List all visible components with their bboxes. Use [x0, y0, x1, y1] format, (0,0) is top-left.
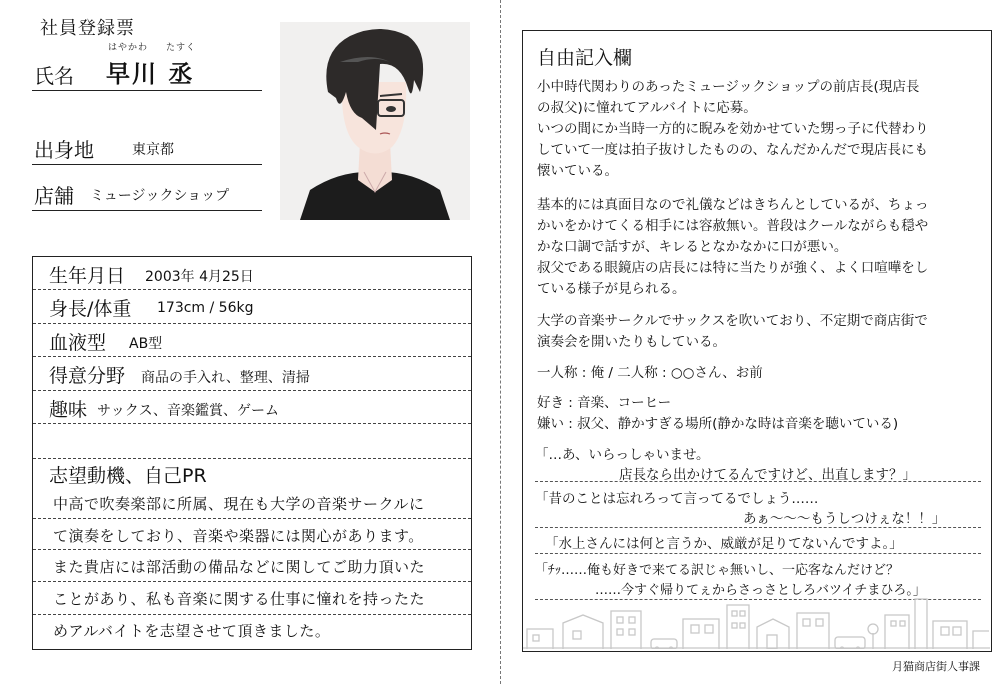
detail-value: AB型	[129, 336, 163, 352]
quote-text: 「ﾁｯ……俺も好きで来てる訳じゃ無いし、一応客なんだけど？	[535, 563, 900, 578]
store-label: 店舗	[34, 184, 74, 208]
quote-1	[535, 441, 981, 482]
name-reading-family: はやかわ	[108, 43, 149, 53]
detail-label: 身長/体重	[49, 298, 132, 320]
page-fold-divider	[500, 0, 501, 684]
quote-text: 「…あ、いらっしゃいませ。	[535, 447, 710, 463]
document-title: 社員登録票	[40, 18, 135, 39]
townscape-icon	[523, 593, 990, 649]
name-field	[32, 52, 262, 91]
detail-label: 得意分野	[49, 365, 126, 387]
detail-label: 生年月日	[49, 265, 126, 287]
birthplace-label: 出身地	[34, 138, 94, 162]
quote-3	[535, 531, 981, 554]
portrait-illustration	[280, 22, 470, 220]
detail-value: 商品の手入れ、整理、清掃	[141, 370, 310, 386]
detail-row-empty	[33, 424, 471, 459]
footer-department: 月猫商店街人事課	[892, 660, 980, 673]
pr-title: 志望動機、自己PR	[49, 465, 207, 487]
quote-text: 「昔のことは忘れろって言ってるでしょう……	[535, 491, 819, 507]
detail-value: 2003年 4月25日	[145, 269, 254, 285]
detail-value: サックス、音楽鑑賞、ゲーム	[97, 403, 279, 419]
detail-label: 趣味	[49, 399, 88, 421]
pr-line	[33, 550, 471, 582]
pr-text: 中高で吹奏楽部に所属、現在も大学の音楽サークルに	[53, 495, 425, 513]
detail-label: 血液型	[49, 332, 107, 354]
likes-dislikes: 好き : 音楽、コーヒー 嫌い : 叔父、静かすぎる場所(静かな時は音楽を聴いている)	[537, 395, 899, 432]
bio-paragraph-3: 大学の音楽サークルでサックスを吹いており、不定期で商店街で 演奏会を開いたりもしている。	[537, 313, 928, 350]
birthplace-value: 東京都	[132, 142, 174, 158]
quote-text: 店長なら出かけてるんですけど、出直します？」	[619, 467, 916, 483]
store-value: ミュージックショップ	[90, 188, 230, 204]
detail-row-birthday	[33, 257, 471, 290]
pr-line	[33, 582, 471, 615]
pr-text: て演奏をしており、音楽や楽器には関心があります。	[53, 527, 424, 545]
pr-text: また貴店には部活動の備品などに関してご助力頂いた	[53, 558, 426, 576]
detail-row-height-weight	[33, 290, 471, 324]
pr-line	[33, 519, 471, 550]
store-field	[32, 176, 262, 211]
quote-text: ……今すぐ帰りてぇからさっさとしろバツイチまひろ。」	[595, 583, 926, 598]
pr-text: ことがあり、私も音楽に関する仕事に憧れを持ったた	[53, 590, 426, 608]
detail-row-hobby	[33, 391, 471, 424]
bio-paragraph-1: 小中時代関わりのあったミュージックショップの前店長(現店長 の叔父)に憧れてアルバイトに応募。 いつの間にか当時一方的に睨みを効かせていた甥っ子に代替わり していて一度は拍子抜けしたものの、なんだかんだで現店長にも 懐いている。	[537, 79, 929, 179]
details-box	[32, 256, 472, 650]
detail-value: 173cm / 56kg	[157, 300, 254, 316]
free-entry-box	[522, 30, 992, 652]
quote-2	[535, 485, 981, 528]
bio-paragraph-2: 基本的には真面目なので礼儀などはきちんとしているが、ちょっ かいをかけてくる相手には容赦無い。普段はクールながらも穏や かな口調で話すが、キレるとなかなかに口が悪い。 叔父である眼鏡店の店長には特に当たりが強く、よく口喧嘩をし ている様子が見られる。	[537, 197, 929, 297]
free-entry-title: 自由記入欄	[537, 47, 633, 69]
name-label: 氏名	[34, 64, 74, 88]
detail-row-specialty	[33, 357, 471, 391]
portrait-icon	[280, 22, 470, 220]
birthplace-field	[32, 128, 262, 165]
name-reading-given: たすく	[166, 43, 197, 53]
pr-line	[33, 486, 471, 519]
quote-text: あぁ～～～もうしつけぇな！！」	[743, 511, 946, 527]
pronouns: 一人称 : 俺 / 二人称 : ○○さん、お前	[537, 365, 763, 381]
detail-row-blood-type	[33, 324, 471, 357]
pr-text: めアルバイトを志望させて頂きました。	[53, 622, 331, 640]
pr-title-row	[33, 459, 471, 486]
pr-line	[33, 615, 471, 648]
name-value: 早川 丞	[106, 60, 195, 88]
quote-text: 「水上さんには何と言うか、威厳が足りてないんですよ。」	[545, 536, 903, 552]
